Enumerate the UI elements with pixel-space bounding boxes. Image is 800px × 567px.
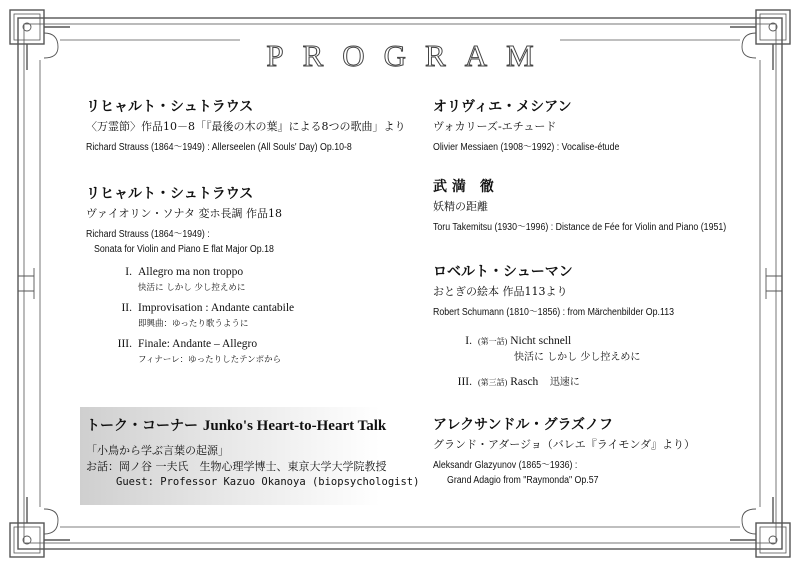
composer-name: リヒャルト・シュトラウス <box>86 186 254 202</box>
program-item-schumann <box>433 264 707 320</box>
composer-name: アレクサンドル・グラズノフ <box>433 417 614 433</box>
composer-name: リヒャルト・シュトラウス <box>86 99 254 115</box>
talk-corner <box>86 417 419 490</box>
movement-item <box>444 334 640 364</box>
program-item-strauss-allerseelen <box>86 99 406 155</box>
movement-item <box>104 337 281 366</box>
program-item-messiaen <box>433 99 645 155</box>
work-title-en-line1: Aleksandr Glazyunov (1865～1936) : <box>433 460 578 471</box>
work-title-jp: ヴァイオリン・ソナタ 変ホ長調 作品18 <box>86 207 282 220</box>
work-title-jp: グランド・アダージョ（バレエ『ライモンダ』より） <box>433 438 696 451</box>
movement-item <box>444 375 580 390</box>
work-title-jp: 妖精の距離 <box>433 200 488 213</box>
movement-number: I. <box>125 266 132 278</box>
movement-title: Allegro ma non troppo <box>138 266 244 278</box>
movement-title: Rasch <box>510 376 539 388</box>
movement-title: Improvisation : Andante cantabile <box>138 302 295 314</box>
program-item-glazunov <box>433 417 695 488</box>
movement-number: II. <box>121 302 132 314</box>
program-item-strauss-sonata <box>86 186 298 257</box>
composer-name: オリヴィエ・メシアン <box>433 99 572 115</box>
work-title-en-line1: Richard Strauss (1864～1949) : <box>86 229 210 240</box>
work-title-jp: 〈万霊節〉作品10－8「『最後の木の葉』による8つの歌曲」より <box>86 120 406 133</box>
movement-label: (第一話) <box>478 337 508 346</box>
talk-title-jp: トーク・コーナー <box>86 418 198 434</box>
movement-title: Finale: Andante – Allegro <box>138 338 258 350</box>
work-title-en-line2: Grand Adagio from "Raymonda" Op.57 <box>447 475 599 486</box>
work-title-en: Richard Strauss (1864～1949) : Allerseelen (All Souls' Day) Op.10-8 <box>86 142 352 153</box>
movement-subtitle: フィナーレ：ゆったりしたテンポから <box>138 355 282 365</box>
work-title-en: Robert Schumann (1810～1856) : from Märchenbilder Op.113 <box>433 307 674 318</box>
program-item-takemitsu <box>433 179 766 235</box>
movement-subtitle: 即興曲：ゆったり歌うように <box>138 319 249 329</box>
movement-subtitle: 快活に しかし 少し控えめに <box>138 283 246 293</box>
talk-speaker: お話：岡ノ谷 一夫氏 生物心理学博士、東京大学大学院教授 <box>86 460 387 473</box>
composer-name: 武 満 徹 <box>433 179 494 195</box>
movement-title: Nicht schnell <box>510 335 572 347</box>
movement-item <box>104 265 245 294</box>
work-title-en: Toru Takemitsu (1930～1996) : Distance de Fée for Violin and Piano (1951) <box>433 222 727 233</box>
movement-number: III. <box>457 376 472 388</box>
work-title-jp: ヴォカリーズ-エチュード <box>433 120 557 133</box>
talk-guest: Guest: Professor Kazuo Okanoya (biopsychologist) <box>116 476 420 488</box>
composer-name: ロベルト・シューマン <box>433 264 573 280</box>
work-title-jp: おとぎの絵本 作品113より <box>433 285 568 298</box>
movement-label: (第三話) <box>478 378 508 387</box>
page-title: PROGRAM <box>266 38 553 73</box>
talk-title-en: Junko's Heart-to-Heart Talk <box>202 418 387 434</box>
movement-subtitle: 迅速に <box>549 377 580 388</box>
movement-number: III. <box>117 338 132 350</box>
talk-theme: 「小鳥から学ぶ言葉の起源」 <box>86 444 229 457</box>
movement-item <box>104 301 294 330</box>
work-title-en-line2: Sonata for Violin and Piano E flat Major Op.18 <box>94 244 274 255</box>
work-title-en: Olivier Messiaen (1908～1992) : Vocalise-étude <box>433 142 620 153</box>
movement-number: I. <box>465 335 472 347</box>
movement-subtitle: 快活に しかし 少し控えめに <box>514 352 641 363</box>
